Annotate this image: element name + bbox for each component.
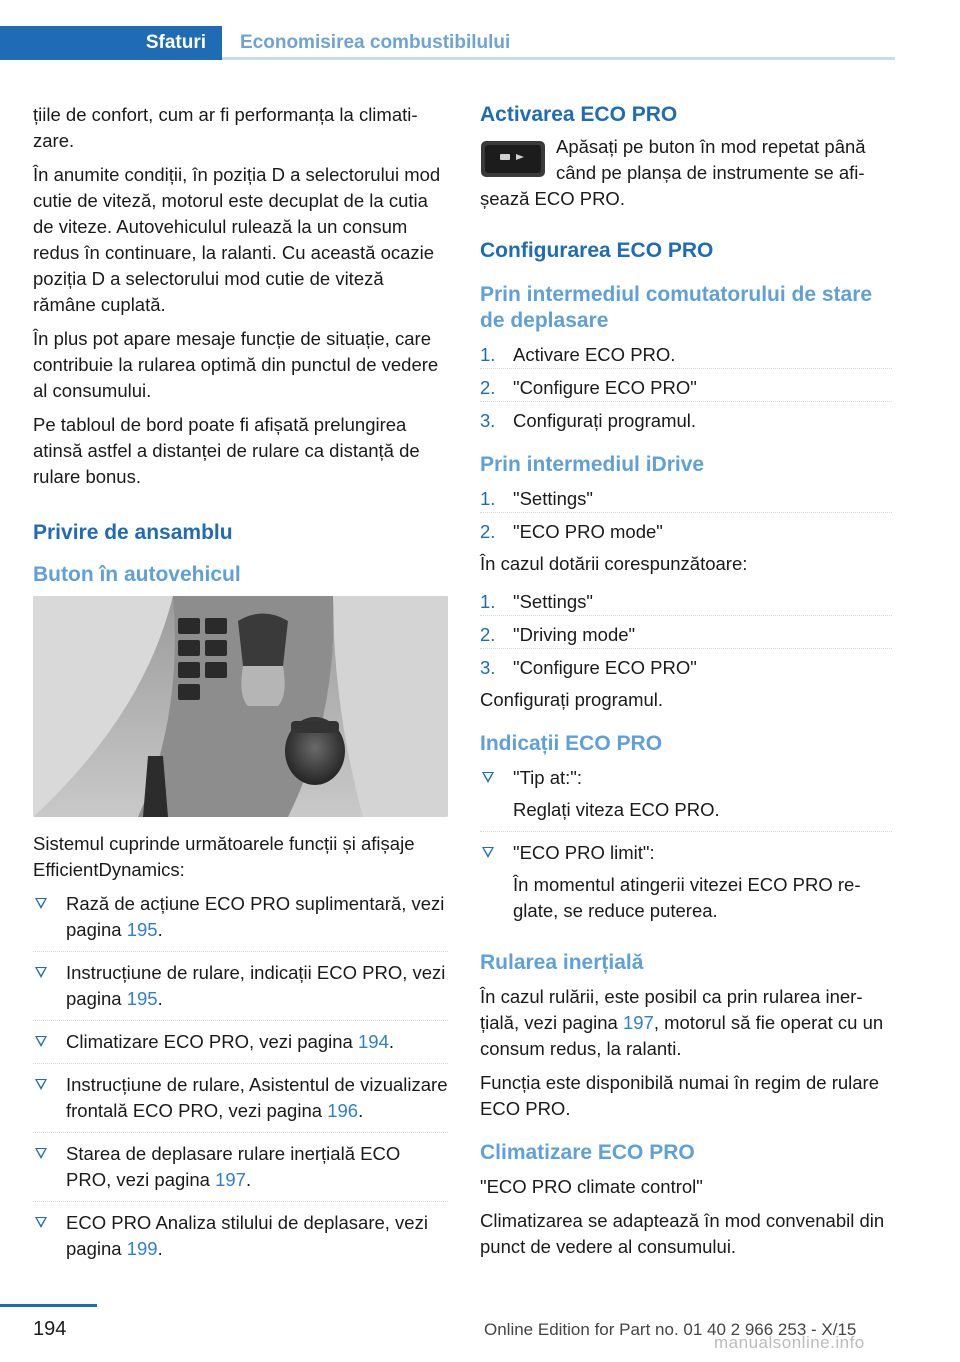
equipment-steps (480, 589, 892, 681)
header-rule (222, 57, 895, 60)
heading-eco-pro-climate: Climatizare ECO PRO (480, 1141, 695, 1164)
paragraph: În plus pot apare mesaje funcție de situație, care contribuie la rularea optimă din punctul de vedere al consumului. (33, 328, 439, 401)
page-header (0, 26, 895, 60)
idrive-steps (480, 486, 892, 545)
heading-configure-eco-pro: Configurarea ECO PRO (480, 239, 714, 262)
list-item: 3. Configurați programul. (480, 410, 697, 431)
page-number: 194 (33, 1318, 67, 1340)
triangle-bullet-icon (35, 1148, 47, 1159)
paragraph: Configurați programul. (480, 689, 664, 710)
paragraph: țiile de confort, cum ar fi performanța la climatizare. (33, 104, 418, 151)
heading-overview: Privire de ansamblu (33, 521, 233, 544)
list-item: 3. "Configure ECO PRO" (480, 657, 697, 678)
list-item: "Tip at:": Reglați viteza ECO PRO. (480, 765, 892, 832)
edition-note: Online Edition for Part no. 01 40 2 966 253 - X/15 (484, 1320, 857, 1339)
list-item: 1. Activare ECO PRO. (480, 342, 892, 369)
heading-coasting: Rularea inerțială (480, 951, 644, 974)
list-item: 1. "Settings" (480, 589, 892, 616)
triangle-bullet-icon (35, 1079, 47, 1090)
watermark: manualsonline.info (714, 1333, 865, 1352)
page-link[interactable]: 195 (126, 988, 158, 1009)
heading-via-idrive: Prin intermediul iDrive (480, 453, 705, 476)
list-item: Instrucțiune de rulare, indicații ECO PRO, vezi pagina 195. (33, 960, 448, 1021)
list-item: 2. "Configure ECO PRO" (480, 375, 892, 402)
paragraph: În cazul dotării corespunzătoare: (480, 553, 748, 574)
paragraph: Apăsați pe buton în mod repetat până când pe planșa de instrumente se afișează ECO PRO. (480, 136, 866, 209)
list-item: Climatizare ECO PRO, vezi pagina 194. (33, 1029, 448, 1064)
list-item: 2. "ECO PRO mode" (480, 521, 663, 542)
heading-via-switch: Prin intermediul comutatorului de stare de deplasare (480, 283, 873, 332)
heading-button-in-vehicle: Buton în autovehicul (33, 563, 241, 586)
section-tab[interactable]: Sfaturi (0, 26, 222, 60)
triangle-bullet-icon (35, 1036, 47, 1047)
switch-steps (480, 342, 892, 434)
list-item: ECO PRO Analiza stilului de deplasare, vezi pagina 199. (33, 1210, 448, 1270)
right-column (480, 102, 892, 1268)
list-item: "ECO PRO limit": În momentul atingerii vitezei ECO PRO reglate, se reduce puterea. (480, 840, 892, 932)
page-link[interactable]: 199 (126, 1238, 158, 1259)
tips-list (480, 765, 892, 932)
heading-activate-eco-pro: Activarea ECO PRO (480, 103, 678, 126)
triangle-bullet-icon (35, 967, 47, 978)
footer-rule (0, 1304, 97, 1307)
page-link[interactable]: 196 (327, 1100, 359, 1121)
triangle-bullet-icon (482, 772, 494, 783)
paragraph: Sistemul cuprinde următoarele funcții și afișaje EfficientDynamics: (33, 833, 415, 880)
left-column (33, 102, 448, 1278)
paragraph: În cazul rulării, este posibil ca prin rularea inerțială, vezi pagina 197, motorul să fie operat cu un consum redus, la ralanti. (480, 986, 884, 1059)
list-item: Starea de deplasare rulare inerțială ECO PRO, vezi pagina 197. (33, 1141, 448, 1202)
function-list (33, 891, 448, 1270)
list-item: Rază de acțiune ECO PRO suplimentară, vezi pagina 195. (33, 891, 448, 952)
list-item: 2. "Driving mode" (480, 622, 892, 649)
paragraph: Climatizarea se adaptează în mod convenabil din punct de vedere al consumului. (480, 1210, 885, 1257)
center-console-photo (33, 596, 448, 817)
paragraph: Pe tabloul de bord poate fi afișată prelungirea atinsă astfel a distanței de rulare ca distanță de rulare bonus. (33, 414, 420, 487)
paragraph: "ECO PRO climate control" (480, 1176, 703, 1197)
page-link[interactable]: 197 (215, 1169, 246, 1190)
list-item: Instrucțiune de rulare, Asistentul de vizualizare frontală ECO PRO, vezi pagina 196. (33, 1072, 448, 1133)
page-link[interactable]: 194 (358, 1031, 389, 1052)
paragraph: Funcția este disponibilă numai în regim de rulare ECO PRO. (480, 1072, 879, 1119)
eco-pro-button-icon (480, 140, 546, 178)
triangle-bullet-icon (35, 898, 47, 909)
paragraph: În anumite condiții, în poziția D a selectorului mod cutie de viteză, motorul este decuplat de la cutia de viteze. Autovehiculul rulează la un consum redus în continuare, la ralanti. Cu această ocazie poziția D a selectorului mod cutie de viteză rămâne cuplată. (33, 164, 441, 315)
triangle-bullet-icon (482, 847, 494, 858)
page-link[interactable]: 195 (126, 919, 158, 940)
heading-eco-pro-tips: Indicații ECO PRO (480, 732, 663, 755)
list-item: 1. "Settings" (480, 486, 892, 513)
triangle-bullet-icon (35, 1217, 47, 1228)
chapter-title[interactable]: Economisirea combustibilului (240, 32, 511, 53)
page-link[interactable]: 197 (622, 1012, 654, 1033)
